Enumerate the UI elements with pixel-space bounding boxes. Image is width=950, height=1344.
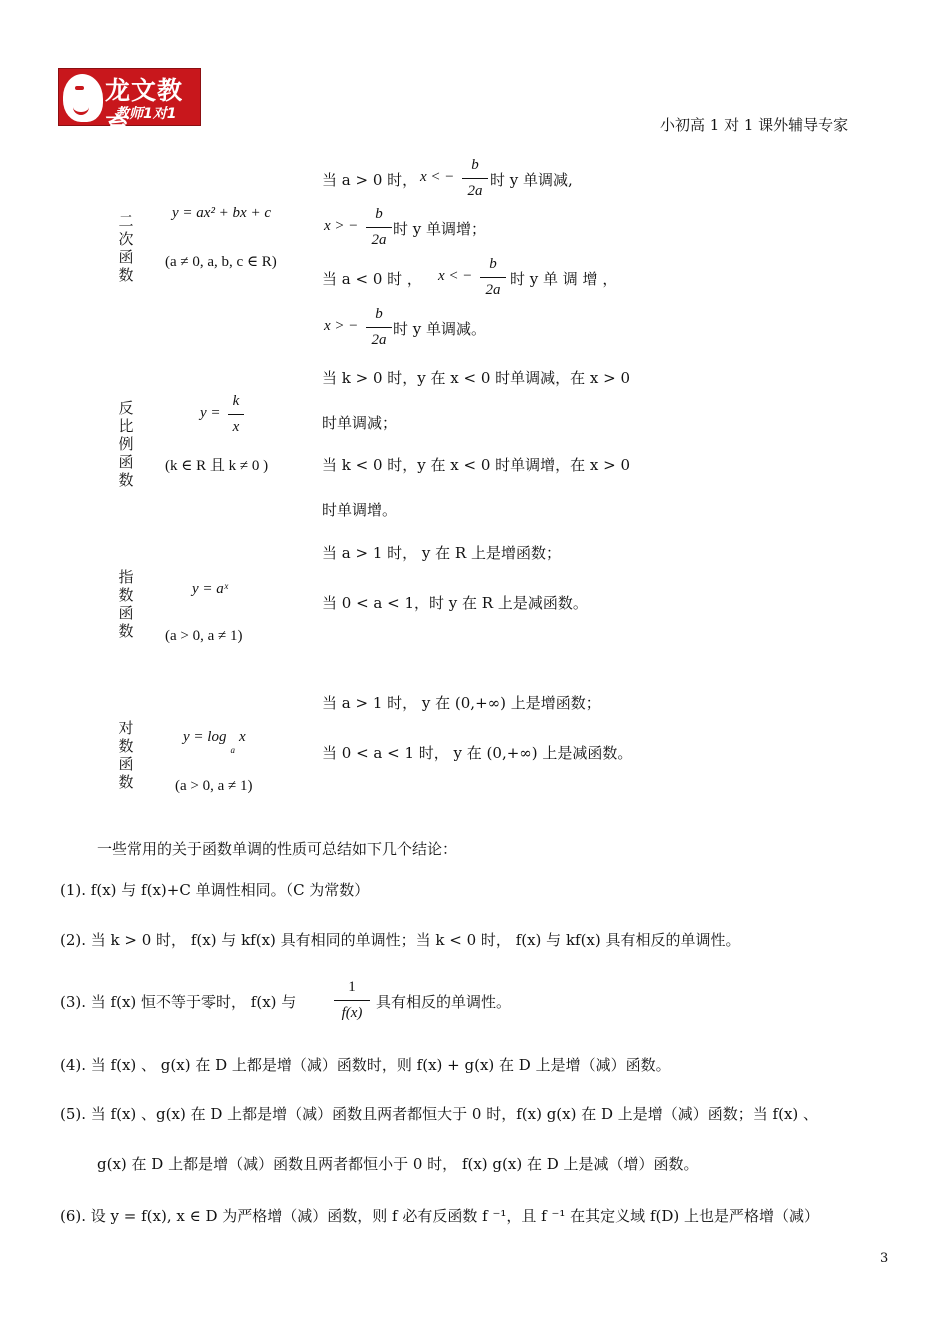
quadratic-line1-a: 当 a > 0 时， bbox=[322, 171, 418, 189]
condition-inverse: (k ∈ R 且 k ≠ 0 ) bbox=[165, 458, 269, 474]
property-2: (2). 当 k > 0 时， f(x) 与 kf(x) 具有相同的单调性；当 k < 0 时， f(x) 与 kf(x) 具有相反的单调性。 bbox=[60, 931, 741, 949]
formula-log-x: x bbox=[238, 729, 246, 745]
logo-face-icon bbox=[63, 74, 103, 122]
quadratic-line3-b: x < − bbox=[438, 268, 473, 284]
label-exponential: 指数函数 bbox=[118, 568, 134, 640]
formula-quadratic: y = ax² + bx + c bbox=[172, 205, 271, 221]
fraction-b-over-2a-4: b 2a bbox=[366, 305, 392, 349]
logo-title: 龙文教育 bbox=[105, 76, 184, 141]
formula-log-base: a bbox=[230, 745, 235, 755]
property-3-a: (3). 当 f(x) 恒不等于零时， f(x) 与 bbox=[60, 993, 297, 1011]
fraction-b-over-2a-3: b 2a bbox=[480, 255, 506, 299]
quadratic-line3-a: 当 a < 0 时 ， bbox=[322, 270, 422, 288]
inverse-line1: 当 k > 0 时，y 在 x < 0 时单调减，在 x > 0 bbox=[322, 369, 631, 387]
quadratic-line3-c: 时 y 单 调 增 ， bbox=[510, 270, 618, 288]
exponential-line1: 当 a > 1 时， y 在 R 上是增函数； bbox=[322, 544, 561, 562]
header-slogan: 小初高 1 对 1 课外辅导专家 bbox=[660, 116, 849, 134]
quadratic-line4-a: x > − bbox=[324, 318, 359, 334]
label-quadratic: 二次函数 bbox=[118, 212, 134, 284]
page-number: 3 bbox=[880, 1251, 889, 1266]
inverse-line3: 当 k < 0 时，y 在 x < 0 时单调增，在 x > 0 bbox=[322, 456, 631, 474]
label-logarithmic: 对数函数 bbox=[118, 719, 134, 791]
logo-subtitle: 教师1对1 bbox=[115, 106, 177, 122]
quadratic-line1-b: x < − bbox=[420, 169, 455, 185]
quadratic-line4-b: 时 y 单调减。 bbox=[393, 320, 487, 338]
quadratic-line2-a: x > − bbox=[324, 218, 359, 234]
condition-exponential: (a > 0, a ≠ 1) bbox=[165, 628, 243, 644]
formula-log-text: y = log bbox=[183, 729, 227, 745]
logo bbox=[58, 68, 201, 141]
logarithmic-line2: 当 0 < a < 1 时， y 在 (0,+∞) 上是减函数。 bbox=[322, 744, 633, 762]
condition-quadratic: (a ≠ 0, a, b, c ∈ R) bbox=[165, 254, 277, 270]
property-5-line2: g(x) 在 D 上都是增（减）函数且两者都恒小于 0 时， f(x) g(x) 在 D 上是减（增）函数。 bbox=[97, 1155, 699, 1173]
condition-logarithmic: (a > 0, a ≠ 1) bbox=[175, 778, 253, 794]
fraction-b-over-2a-2: b 2a bbox=[366, 205, 392, 249]
inverse-line4: 时单调增。 bbox=[322, 501, 398, 519]
inverse-line2: 时单调减； bbox=[322, 414, 398, 432]
formula-logarithmic bbox=[183, 729, 246, 755]
fraction-1-over-fx: 1 f(x) bbox=[334, 978, 370, 1022]
property-1: (1). f(x) 与 f(x)+C 单调性相同。（C 为常数） bbox=[60, 881, 370, 899]
fraction-b-over-2a-1: b 2a bbox=[462, 156, 488, 200]
label-inverse: 反比例函数 bbox=[118, 399, 134, 489]
exponential-line2: 当 0 < a < 1，时 y 在 R 上是减函数。 bbox=[322, 594, 588, 612]
quadratic-line1-c: 时 y 单调减, bbox=[490, 171, 573, 189]
quadratic-line2-b: 时 y 单调增； bbox=[393, 220, 487, 238]
logarithmic-line1: 当 a > 1 时， y 在 (0,+∞) 上是增函数； bbox=[322, 694, 601, 712]
property-5-line1: (5). 当 f(x) 、g(x) 在 D 上都是增（减）函数且两者都恒大于 0 时，f(x) g(x) 在 D 上是增（减）函数；当 f(x) 、 bbox=[60, 1105, 819, 1123]
intro-paragraph: 一些常用的关于函数单调的性质可总结如下几个结论： bbox=[97, 840, 458, 858]
fraction-k-over-x: k x bbox=[228, 392, 244, 436]
property-6: (6). 设 y = f(x), x ∈ D 为严格增（减）函数，则 f 必有反函数 f ⁻¹，且 f ⁻¹ 在其定义域 f(D) 上也是严格增（减） bbox=[60, 1207, 819, 1225]
formula-exponential: y = aˣ bbox=[192, 581, 229, 597]
formula-inverse-lhs: y = bbox=[200, 405, 221, 421]
property-3-b: 具有相反的单调性。 bbox=[376, 993, 512, 1011]
property-4: (4). 当 f(x) 、 g(x) 在 D 上都是增（减）函数时，则 f(x) + g(x) 在 D 上是增（减）函数。 bbox=[60, 1056, 671, 1074]
